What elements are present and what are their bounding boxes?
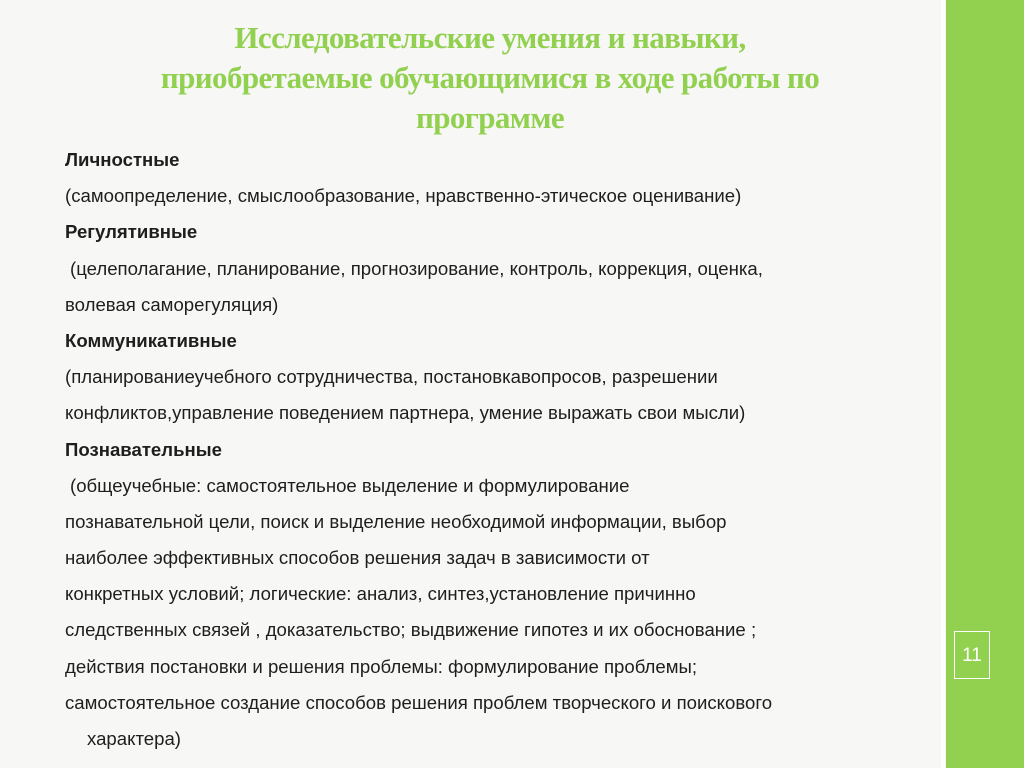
text-line: волевая саморегуляция) xyxy=(65,293,279,315)
text-line: наиболее эффективных способов решения задач в зависимости от xyxy=(65,547,650,569)
text-line: конфликтов,управление поведением партнера, умение выражать свои мысли) xyxy=(65,402,746,424)
text-line: следственных связей , доказательство; выдвижение гипотез и их обоснование ; xyxy=(65,619,757,641)
text-line: (целеполагание, планирование, прогнозирование, контроль, коррекция, оценка, xyxy=(70,257,763,279)
text-line: самостоятельное создание способов решения проблем творческого и поискового xyxy=(65,691,773,713)
title-line-3: программе xyxy=(415,100,564,135)
text-line: познавательной цели, поиск и выделение необходимой информации, выбор xyxy=(65,510,727,532)
text-line: (планированиеучебного сотрудничества, постановкавопросов, разрешении xyxy=(65,366,718,388)
text-line: (общеучебные: самостоятельное выделение и формулирование xyxy=(70,474,630,496)
text-line: характера) xyxy=(87,728,181,749)
text-line: (самоопределение, смыслообразование, нравственно-этическое оценивание) xyxy=(65,185,742,207)
heading-regulatory: Регулятивные xyxy=(65,221,198,243)
heading-personal: Личностные xyxy=(65,149,180,170)
heading-communicative: Коммуникативные xyxy=(65,329,237,351)
text-line: действия постановки и решения проблемы: формулирование проблемы; xyxy=(65,655,698,677)
heading-cognitive: Познавательные xyxy=(65,438,222,460)
slide-title xyxy=(40,18,940,138)
slide-body xyxy=(65,142,945,757)
text-line: конкретных условий; логические: анализ, синтез,установление причинно xyxy=(65,583,696,605)
title-line-2: приобретаемые обучающимися в ходе работы по xyxy=(160,60,820,95)
title-line-1: Исследовательские умения и навыки, xyxy=(234,20,746,55)
page-number: 11 xyxy=(954,631,990,679)
